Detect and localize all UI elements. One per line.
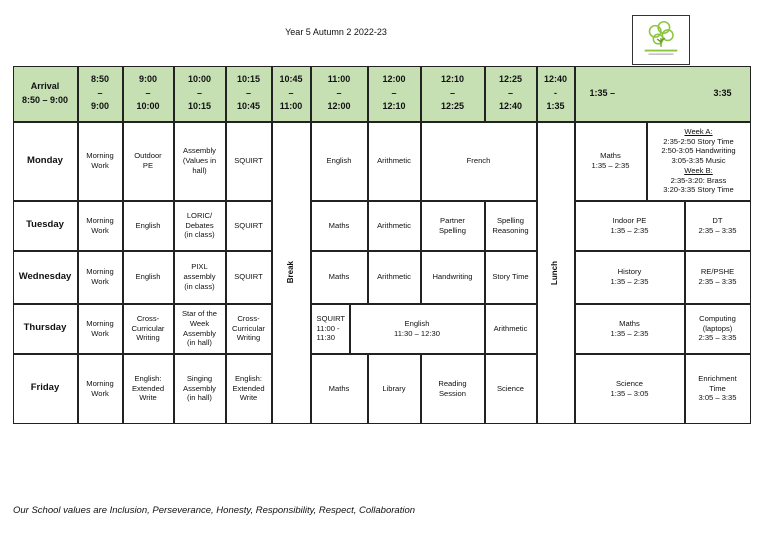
header-slot-3: 10:00 – 10:15	[174, 66, 226, 122]
wednesday-morning-work: Morning Work	[78, 251, 123, 304]
thursday-english: English 11:30 – 12:30	[350, 304, 485, 354]
tree-logo-icon	[633, 16, 689, 64]
header-slot-8: 12:10 – 12:25	[421, 66, 485, 122]
header-afternoon	[575, 66, 751, 122]
header-slot-2: 9:00 – 10:00	[123, 66, 174, 122]
friday-extended-write-1: English: Extended Write	[123, 354, 174, 424]
page-title: Year 5 Autumn 2 2022-23	[285, 27, 387, 37]
header-slot-1: 8:50 – 9:00	[78, 66, 123, 122]
week-a-label: Week A:	[684, 126, 713, 136]
monday-morning-work: Morning Work	[78, 122, 123, 201]
lunch-column	[537, 122, 575, 424]
friday-morning-work: Morning Work	[78, 354, 123, 424]
header-slot-4: 10:15 – 10:45	[226, 66, 272, 122]
wednesday-story-time: Story Time	[485, 251, 537, 304]
wednesday-maths: Maths	[311, 251, 368, 304]
thursday-arithmetic: Arithmetic	[485, 304, 537, 354]
day-friday: Friday	[13, 354, 78, 424]
day-thursday: Thursday	[13, 304, 78, 354]
header-slot-lunch: 12:40 - 1:35	[537, 66, 575, 122]
afternoon-start: 1:35 –	[589, 87, 616, 98]
day-tuesday: Tuesday	[13, 201, 78, 251]
thursday-cross-curricular-writing-1: Cross- Curricular Writing	[123, 304, 174, 354]
school-values-footer: Our School values are Inclusion, Perseverance, Honesty, Responsibility, Respect, Collaboration	[13, 505, 416, 516]
lunch-label: Lunch	[550, 260, 560, 285]
week-a-text: 2:35-2:50 Story Time 2:50-3:05 Handwriting 3:05-3:35 Music	[661, 136, 736, 166]
week-schedule	[661, 127, 735, 195]
monday-pm-weeks	[647, 122, 751, 201]
school-logo	[632, 15, 690, 65]
wednesday-arithmetic: Arithmetic	[368, 251, 421, 304]
monday-arithmetic: Arithmetic	[368, 122, 421, 201]
monday-english: English	[311, 122, 368, 201]
header-slot-9: 12:25 – 12:40	[485, 66, 537, 122]
week-b-label: Week B:	[684, 165, 713, 175]
afternoon-end: 3:35	[713, 87, 732, 98]
thursday-star-assembly: Star of the Week Assembly (in hall)	[174, 304, 226, 354]
friday-extended-write-2: English: Extended Write	[226, 354, 272, 424]
break-label: Break	[285, 261, 295, 284]
friday-singing-assembly: Singing Assembly (in hall)	[174, 354, 226, 424]
week-b-text: 2:35-3:20: Brass 3:20-3:35 Story Time	[663, 175, 734, 195]
wednesday-handwriting: Handwriting	[421, 251, 485, 304]
tuesday-morning-work: Morning Work	[78, 201, 123, 251]
monday-french: French	[421, 122, 537, 201]
tuesday-pm-indoor-pe: Indoor PE 1:35 – 2:35	[575, 201, 685, 251]
tuesday-spelling-reasoning: Spelling Reasoning	[485, 201, 537, 251]
break-column	[272, 122, 311, 424]
friday-library: Library	[368, 354, 421, 424]
header-slot-6: 11:00 – 12:00	[311, 66, 368, 122]
thursday-morning-work: Morning Work	[78, 304, 123, 354]
wednesday-squirt: SQUIRT	[226, 251, 272, 304]
monday-squirt: SQUIRT	[226, 122, 272, 201]
thursday-pm-computing: Computing (laptops) 2:35 – 3:35	[685, 304, 751, 354]
thursday-squirt: SQUIRT 11:00 - 11:30	[311, 304, 350, 354]
monday-assembly: Assembly (Values in hall)	[174, 122, 226, 201]
day-monday: Monday	[13, 122, 78, 201]
monday-pm-maths: Maths 1:35 – 2:35	[575, 122, 647, 201]
tuesday-loric-debates: LORIC/ Debates (in class)	[174, 201, 226, 251]
friday-reading-session: Reading Session	[421, 354, 485, 424]
thursday-pm-maths: Maths 1:35 – 2:35	[575, 304, 685, 354]
header-slot-7: 12:00 – 12:10	[368, 66, 421, 122]
timetable-grid	[13, 66, 751, 424]
friday-pm-science: Science 1:35 – 3:05	[575, 354, 685, 424]
friday-pm-enrichment: Enrichment Time 3:05 – 3:35	[685, 354, 751, 424]
tuesday-arithmetic: Arithmetic	[368, 201, 421, 251]
tuesday-partner-spelling: Partner Spelling	[421, 201, 485, 251]
wednesday-pm-history: History 1:35 – 2:35	[575, 251, 685, 304]
wednesday-pixl-assembly: PIXL assembly (in class)	[174, 251, 226, 304]
tuesday-squirt: SQUIRT	[226, 201, 272, 251]
day-wednesday: Wednesday	[13, 251, 78, 304]
header-slot-5: 10:45 – 11:00	[272, 66, 311, 122]
friday-maths: Maths	[311, 354, 368, 424]
thursday-cross-curricular-writing-2: Cross- Curricular Writing	[226, 304, 272, 354]
tuesday-english: English	[123, 201, 174, 251]
friday-science: Science	[485, 354, 537, 424]
tuesday-maths: Maths	[311, 201, 368, 251]
wednesday-english: English	[123, 251, 174, 304]
monday-outdoor-pe: Outdoor PE	[123, 122, 174, 201]
wednesday-pm-re-pshe: RE/PSHE 2:35 – 3:35	[685, 251, 751, 304]
header-arrival: Arrival 8:50 – 9:00	[13, 66, 78, 122]
tuesday-pm-dt: DT 2:35 – 3:35	[685, 201, 751, 251]
